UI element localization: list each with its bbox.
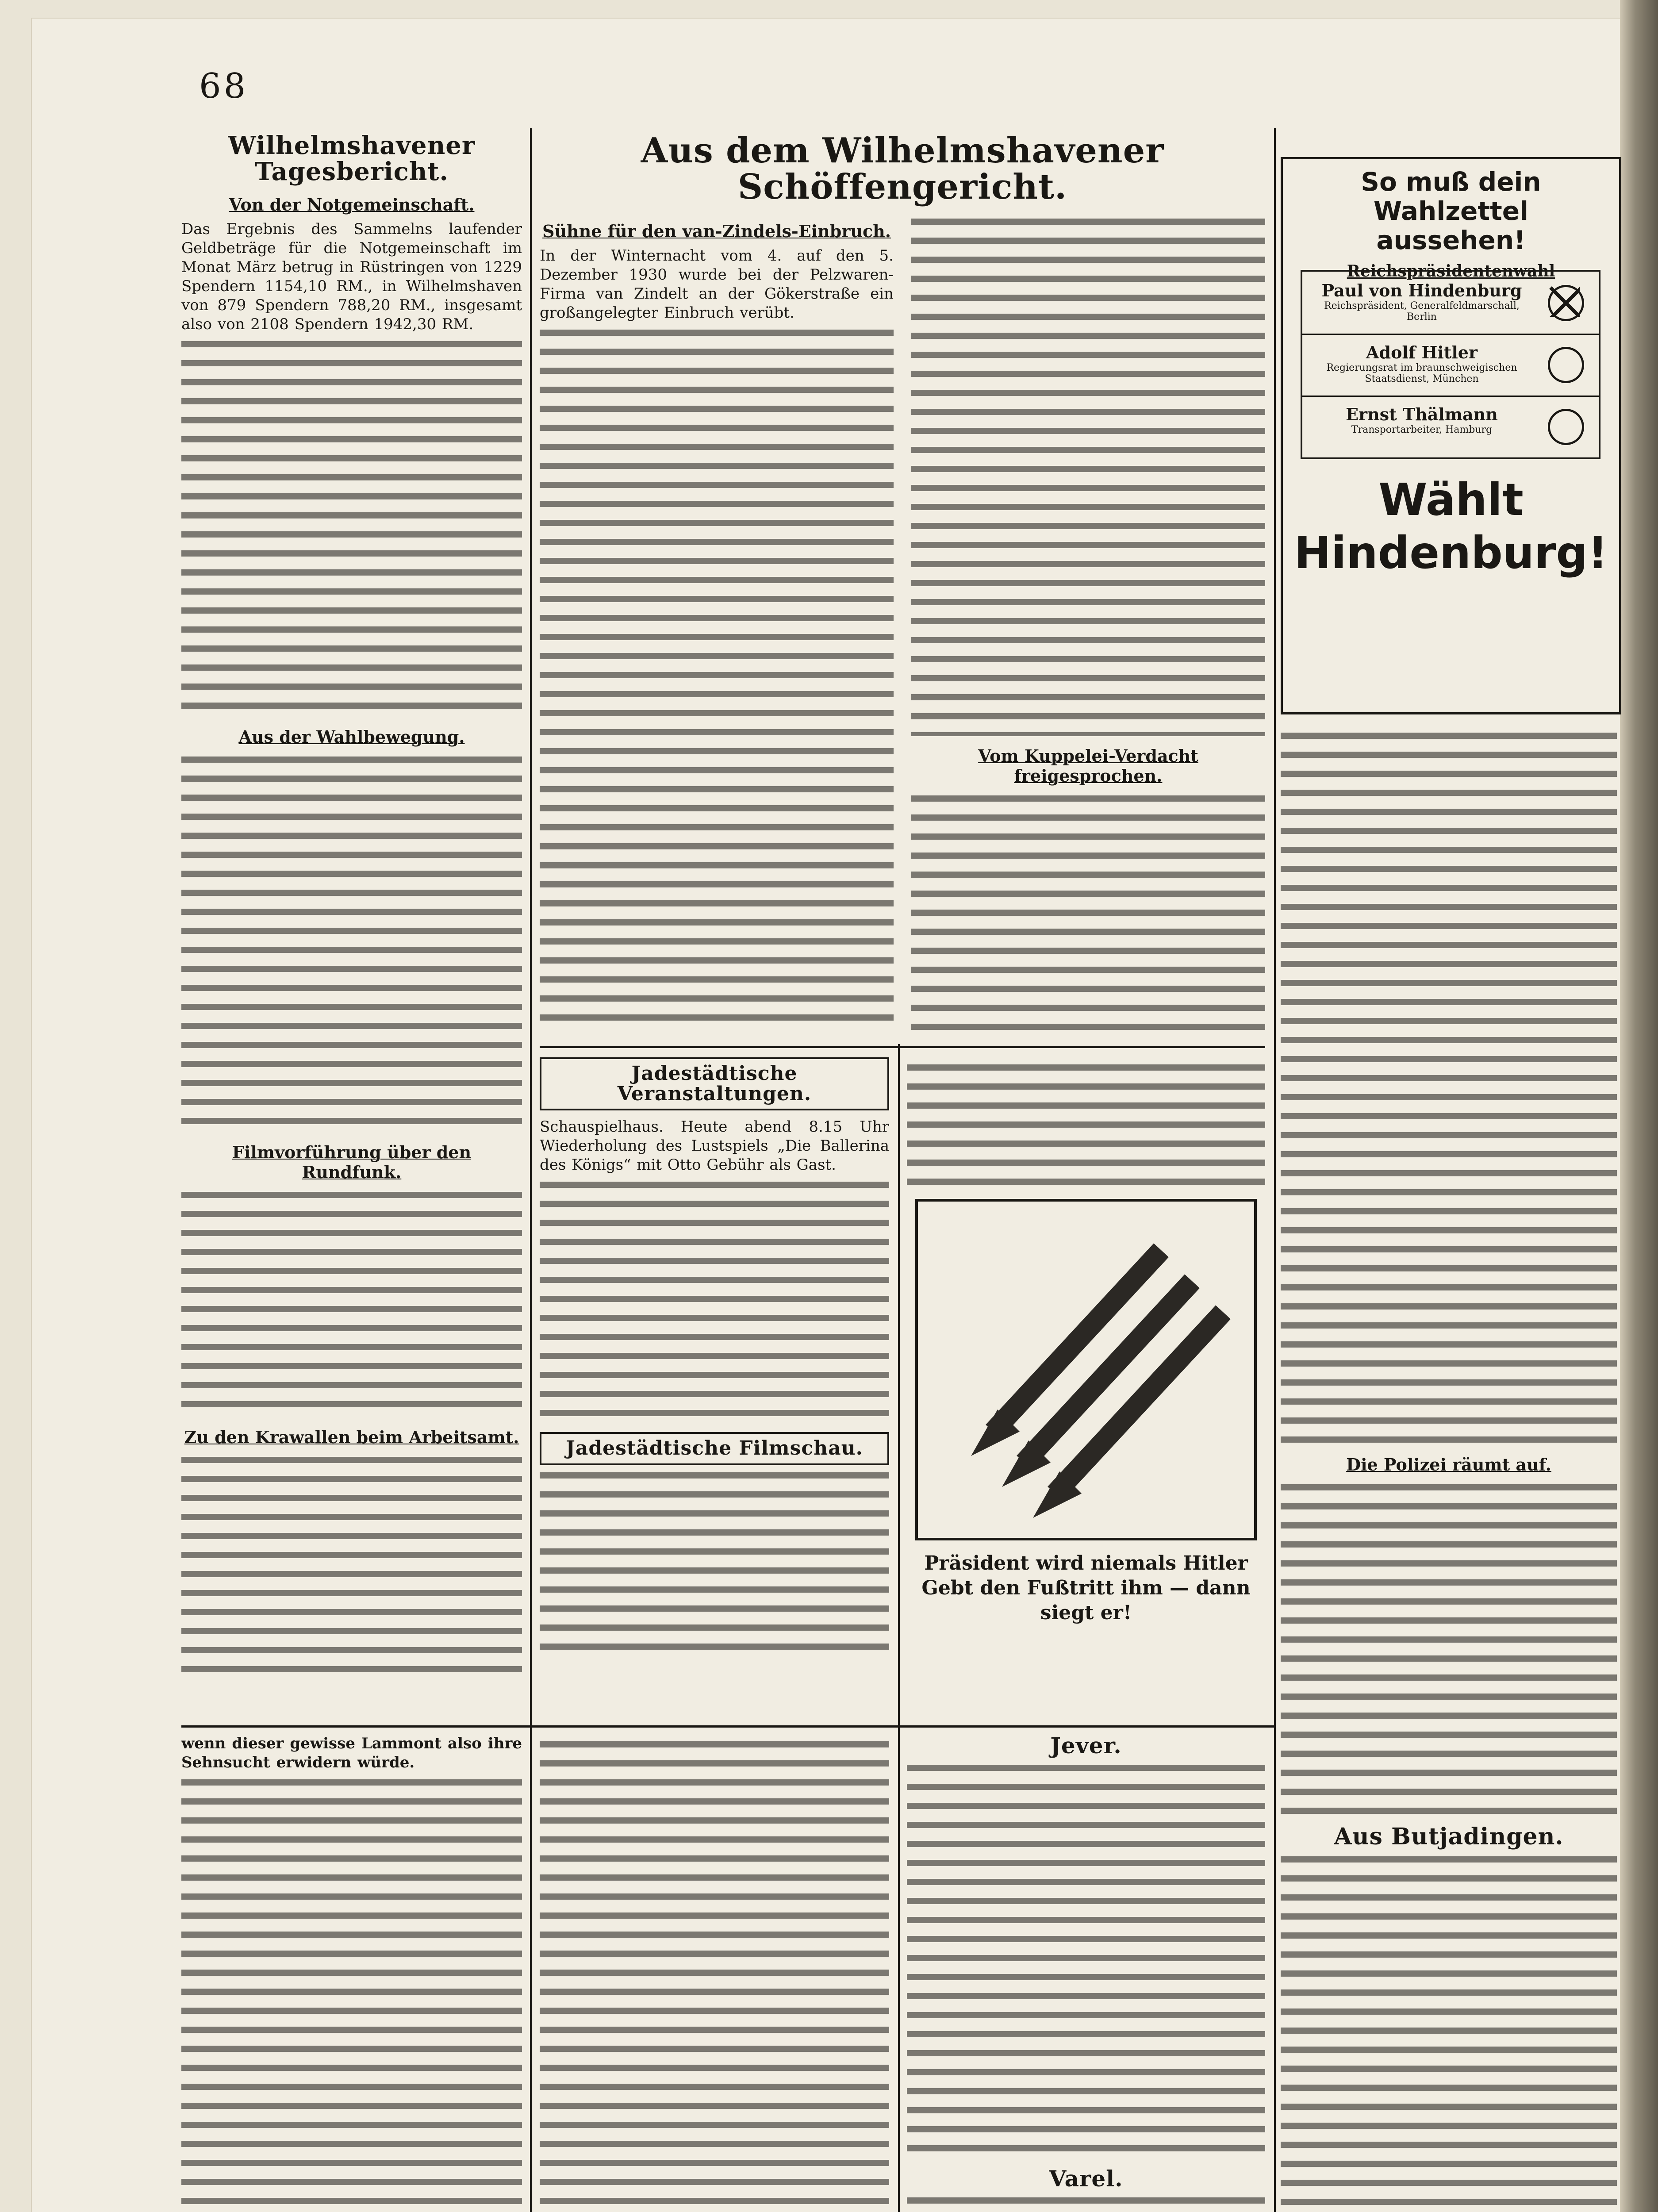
emblem-caption (907, 1551, 1265, 1625)
column-rule (898, 1728, 900, 2212)
section-title: Zu den Krawallen beim Arbeitsamt. (184, 1427, 519, 1447)
caption-line: Präsident wird niemals Hitler (924, 1552, 1248, 1575)
candidate-hindenburg (1311, 280, 1532, 323)
candidate-thaelmann (1311, 404, 1532, 435)
article-lead: Schauspielhaus. Heute abend 8.15 Uhr Wiederholung des Lustspiels „Die Ballerina des Königs“ mit Otto Gebühr als Gast. (540, 1118, 889, 1174)
article-body-text (181, 1452, 522, 1682)
column-wahl-panel (907, 1057, 1265, 1721)
headline-schoeffengericht: Aus dem Wilhelmshavener Schöffengericht. (641, 133, 1164, 207)
section-title: Sühne für den van-Zindels-Einbruch. (542, 221, 891, 241)
article-body-text (907, 1060, 1265, 1193)
article-body-text (907, 1760, 1265, 2158)
ballot-circle (1548, 409, 1584, 445)
article-body-text (181, 337, 522, 717)
regional-column (907, 1734, 1265, 2212)
ballot-circle-marked (1548, 285, 1584, 321)
section-title-varel: Varel. (1049, 2165, 1123, 2192)
filmschau-header-box (540, 1432, 889, 1465)
ballot-title-line: So muß dein Wahlzettel (1361, 167, 1541, 226)
article-body-text (1281, 1852, 1617, 2212)
page-number: 68 (199, 66, 249, 106)
ballot-title (1283, 167, 1619, 255)
book-spine (1620, 0, 1658, 2212)
ballot-divider (1302, 334, 1599, 335)
ballot-title-line: aussehen! (1376, 225, 1526, 255)
candidate-name: Paul von Hindenburg (1321, 280, 1522, 300)
article-body-text (181, 752, 522, 1133)
candidate-desc: Transportarbeiter, Hamburg (1351, 424, 1493, 435)
column-rule (1274, 128, 1276, 2212)
column-tagesbericht (181, 133, 522, 1721)
section-title: Die Polizei räumt auf. (1346, 1455, 1551, 1475)
headline-tagesbericht: Wilhelmshavener Tagesbericht. (228, 133, 476, 186)
ballot-divider (1302, 396, 1599, 397)
article-body-text (540, 325, 894, 1033)
serial-column-1 (181, 1734, 522, 2212)
serial-body-text (540, 1737, 889, 2212)
ballot-heading: Reichspräsidentenwahl (1347, 262, 1555, 280)
three-arrows-emblem-box (915, 1199, 1257, 1540)
candidate-desc: Regierungsrat im braunschweigischen Staatsdienst, München (1326, 362, 1517, 384)
horizontal-rule (540, 1046, 1265, 1048)
column-rule (898, 1044, 900, 1725)
veranstaltungen-header-box (540, 1057, 889, 1110)
candidate-desc: Reichspräsident, Generalfeldmarschall, Berlin (1324, 300, 1520, 323)
ballot-circle (1548, 347, 1584, 383)
article-body-text (540, 1468, 889, 1663)
cross-mark-icon (1548, 285, 1580, 317)
candidate-name: Adolf Hitler (1366, 342, 1478, 362)
caption-line: Gebt den Fußtritt ihm — dann siegt er! (921, 1577, 1251, 1624)
ballot-paper (1301, 270, 1600, 459)
section-title: Von der Notgemeinschaft. (229, 194, 475, 215)
candidate-hitler (1311, 342, 1532, 384)
ballot-slogan (1283, 473, 1619, 580)
article-schoeffengericht (540, 133, 1265, 1040)
article-body-text (1281, 728, 1617, 1445)
ballot-advert (1281, 157, 1621, 714)
article-lead: In der Winternacht vom 4. auf den 5. Dezember 1930 wurde bei der Pelzwaren-Firma van Zindelt an der Gökerstraße ein großangelegter Einbruch verübt. (540, 246, 894, 322)
section-title-veranstaltungen: Jadestädtische Veranstaltungen. (617, 1062, 812, 1106)
article-body-text (1281, 1480, 1617, 1816)
horizontal-rule (181, 1725, 1274, 1728)
slogan-line: Wählt (1378, 474, 1524, 526)
candidate-name: Ernst Thälmann (1346, 404, 1498, 424)
serial-column-2 (540, 1734, 889, 2212)
article-body-text (911, 214, 1265, 736)
column-rule (530, 1728, 532, 2212)
slogan-line: Hindenburg! (1294, 527, 1608, 579)
article-lead: Das Ergebnis des Sammelns laufender Geldbeträge für die Notgemeinschaft im Monat März betrug in Rüstringen von 1229 Spendern 1154,10 RM., in Wilhelmshaven von 879 Spendern 788,20 RM., insgesamt also von 2108 Spendern 1942,30 RM. (181, 220, 522, 333)
section-title-butjadingen: Aus Butjadingen. (1334, 1823, 1564, 1850)
serial-body-text (181, 1775, 522, 2212)
section-title-filmschau: Jadestädtische Filmschau. (566, 1437, 863, 1460)
article-body-text (907, 2193, 1265, 2212)
serial-lead: wenn dieser gewisse Lammont also ihre Sehnsucht erwidern würde. (181, 1735, 522, 1771)
section-title: Aus der Wahlbewegung. (238, 726, 465, 747)
column-rule (530, 128, 532, 1725)
section-title: Vom Kuppelei-Verdacht freigesprochen. (978, 745, 1198, 786)
column-right (1281, 726, 1617, 2212)
article-body-text (911, 791, 1265, 1040)
section-title: Filmvorführung über den Rundfunk. (232, 1142, 472, 1182)
article-body-text (540, 1177, 889, 1425)
column-veranstaltungen (540, 1057, 889, 1721)
three-arrows-icon (918, 1202, 1249, 1532)
section-title-jever: Jever. (1050, 1734, 1122, 1759)
article-body-text (181, 1187, 522, 1417)
